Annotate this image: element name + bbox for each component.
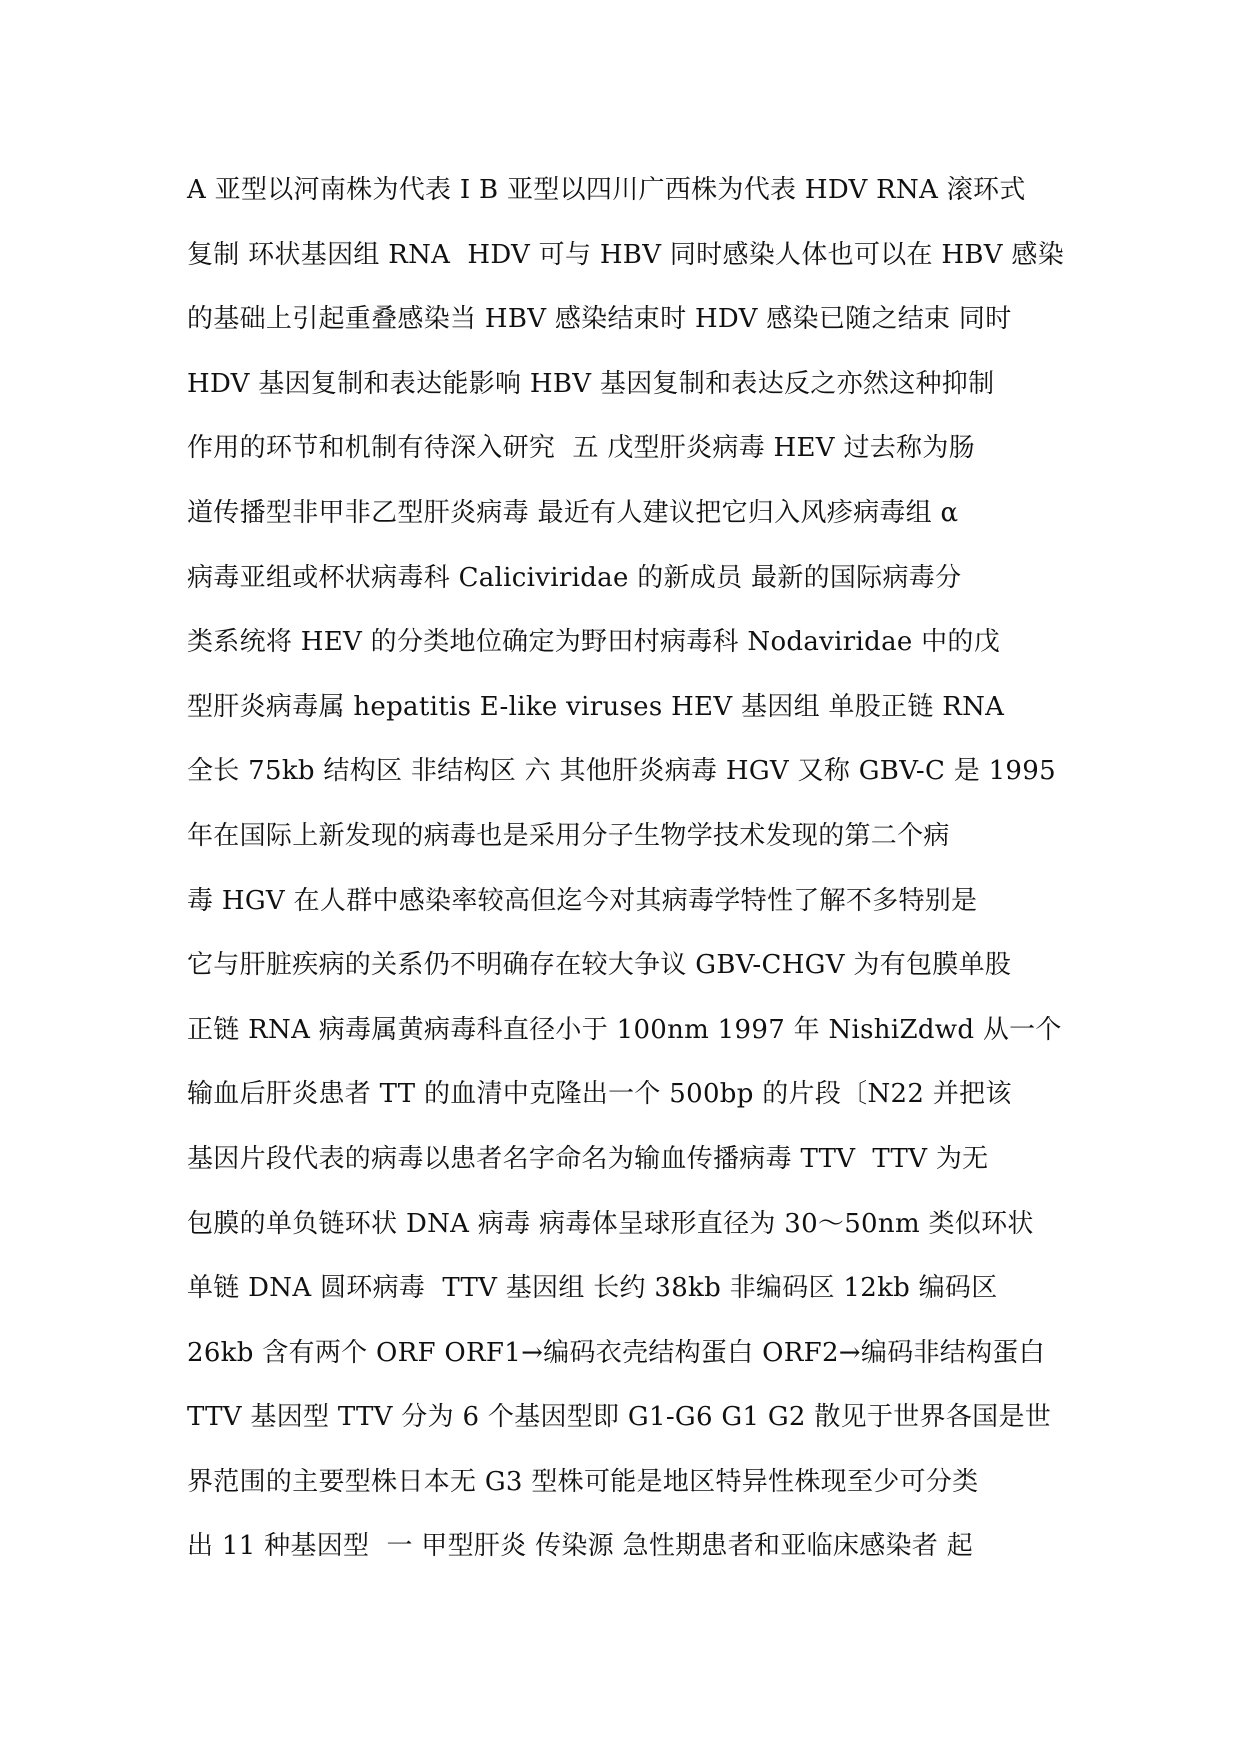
text-line: 病毒亚组或杯状病毒科 Caliciviridae 的新成员 最新的国际病毒分 — [187, 562, 962, 593]
text-line: 作用的环节和机制有待深入研究 五 戊型肝炎病毒 HEV 过去称为肠 — [187, 433, 975, 464]
text-line: 单链 DNA 圆环病毒 TTV 基因组 长约 38kb 非编码区 12kb 编码区 — [187, 1273, 998, 1304]
text-line: HDV 基因复制和表达能影响 HBV 基因复制和表达反之亦然这种抑制 — [187, 368, 995, 399]
text-line: 26kb 含有两个 ORF ORF1→编码衣壳结构蛋白 ORF2→编码非结构蛋白 — [187, 1337, 1045, 1368]
text-line: TTV 基因型 TTV 分为 6 个基因型即 G1-G6 G1 G2 散见于世界各国是世 — [187, 1402, 1052, 1433]
text-line: A 亚型以河南株为代表 I B 亚型以四川广西株为代表 HDV RNA 滚环式 — [187, 175, 1026, 205]
text-line: 出 11 种基因型 一 甲型肝炎 传染源 急性期患者和亚临床感染者 起 — [187, 1531, 974, 1562]
text-line: 道传播型非甲非乙型肝炎病毒 最近有人建议把它归入风疹病毒组 α — [187, 497, 959, 528]
text-line: 全长 75kb 结构区 非结构区 六 其他肝炎病毒 HGV 又称 GBV-C 是 1995 — [187, 756, 1056, 787]
text-line: 界范围的主要型株日本无 G3 型株可能是地区特异性株现至少可分类 — [187, 1466, 979, 1497]
text-line: 它与肝脏疾病的关系仍不明确存在较大争议 GBV-CHGV 为有包膜单股 — [187, 950, 1012, 981]
text-line: 输血后肝炎患者 TT 的血清中克隆出一个 500bp 的片段〔N22 并把该 — [187, 1079, 1012, 1110]
text-line: 的基础上引起重叠感染当 HBV 感染结束时 HDV 感染已随之结束 同时 — [187, 304, 1012, 335]
text-line: 类系统将 HEV 的分类地位确定为野田村病毒科 Nodaviridae 中的戊 — [187, 627, 1001, 658]
text-line: 包膜的单负链环状 DNA 病毒 病毒体呈球形直径为 30～50nm 类似环状 — [187, 1208, 1034, 1239]
text-line: 型肝炎病毒属 hepatitis E-like viruses HEV 基因组 单股正链 RNA — [187, 691, 1005, 722]
text-line: 复制 环状基因组 RNA HDV 可与 HBV 同时感染人体也可以在 HBV 感染 — [187, 239, 1065, 270]
text-line: 基因片段代表的病毒以患者名字命名为输血传播病毒 TTV TTV 为无 — [187, 1143, 989, 1174]
body-text — [187, 158, 1087, 1579]
text-line: 毒 HGV 在人群中感染率较高但迄今对其病毒学特性了解不多特别是 — [187, 885, 978, 916]
text-line: 年在国际上新发现的病毒也是采用分子生物学技术发现的第二个病 — [187, 820, 950, 851]
text-line: 正链 RNA 病毒属黄病毒科直径小于 100nm 1997 年 NishiZdwd 从一个 — [187, 1014, 1062, 1045]
